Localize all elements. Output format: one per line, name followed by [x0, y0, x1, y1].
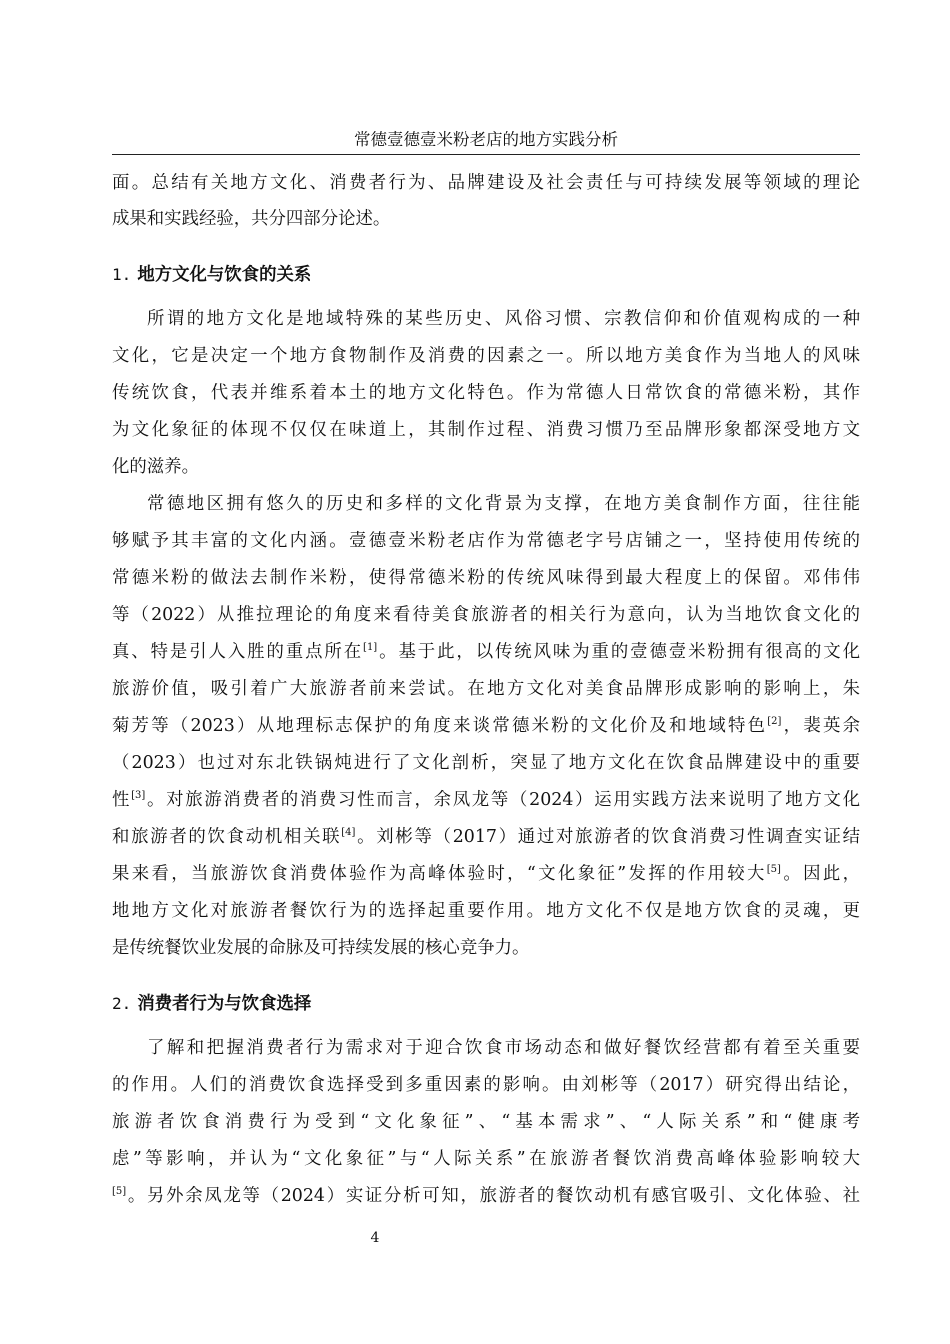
section-2-number: 2.	[112, 994, 132, 1013]
text-span: 。因此，	[780, 864, 860, 884]
s1-p2-line-13: 是传统餐饮业发展的命脉及可持续发展的核心竞争力。	[112, 938, 530, 958]
s1-p2-line-8: （2023）也过对东北铁锅炖进行了文化剖析，突显了地方文化在饮食品牌建设中的重要	[112, 753, 860, 773]
text-span: 。基于此，以传统风味为重的壹德壹米粉拥有很高的文化	[377, 642, 860, 662]
text-span: 和旅游者的饮食动机相关联	[112, 827, 342, 847]
s1-p2-line-9	[112, 785, 860, 815]
text-span: 性	[112, 790, 132, 810]
s2-line-1: 了解和把握消费者行为需求对于迎合饮食市场动态和做好餐饮经营都有着至关重要	[147, 1038, 860, 1058]
page-header-title: 常德壹德壹米粉老店的地方实践分析	[354, 130, 618, 149]
s1-p2-line-11	[112, 859, 860, 889]
section-1-number: 1.	[112, 265, 132, 284]
s2-line-4: 虑”等影响，并认为“文化象征”与“人际关系”在旅游者餐饮消费高峰体验影响较大	[112, 1149, 860, 1169]
section-1-title: 地方文化与饮食的关系	[137, 265, 312, 285]
intro-line-2: 成果和实践经验，共分四部分论述。	[112, 209, 391, 229]
s1-p2-line-7	[112, 711, 860, 741]
s1-p2-line-4: 等（2022）从推拉理论的角度来看待美食旅游者的相关行为意向，认为当地饮食文化的	[112, 605, 860, 625]
page-number: 4	[370, 1230, 380, 1246]
header-divider	[112, 154, 860, 155]
section-2-heading	[112, 989, 860, 1019]
text-span: 果来看，当旅游饮食消费体验作为高峰体验时，“文化象征”发挥的作用较大	[112, 864, 767, 884]
s1-p2-line-6: 旅游价值，吸引着广大旅游者前来尝试。在地方文化对美食品牌形成影响的影响上，朱	[112, 679, 860, 699]
citation-5: [5]	[112, 1186, 127, 1197]
text-span: ，裴英余	[781, 716, 860, 736]
text-span: 。刘彬等（2017）通过对旅游者的饮食消费习性调查实证结	[355, 827, 860, 847]
s1-p1-line-4: 为文化象征的体现不仅仅在味道上，其制作过程、消费习惯乃至品牌形象都深受地方文	[112, 420, 860, 440]
citation-2: [2]	[767, 716, 782, 727]
text-span: 。对旅游消费者的消费习性而言，余凤龙等（2024）运用实践方法来说明了地方文化	[145, 790, 860, 810]
citation-1: [1]	[363, 642, 378, 653]
s2-line-3: 旅游者饮食消费行为受到“文化象征”、“基本需求”、“人际关系”和“健康考	[112, 1112, 860, 1132]
citation-5: [5]	[766, 864, 781, 875]
s1-p1-line-5: 化的滋养。	[112, 457, 199, 477]
s1-p1-line-1: 所谓的地方文化是地域特殊的某些历史、风俗习惯、宗教信仰和价值观构成的一种	[147, 309, 860, 329]
s1-p2-line-12: 地地方文化对旅游者餐饮行为的选择起重要作用。地方文化不仅是地方饮食的灵魂，更	[112, 901, 860, 921]
text-span: 真、特是引人入胜的重点所在	[112, 642, 364, 662]
s1-p2-line-3: 常德米粉的做法去制作米粉，使得常德米粉的传统风味得到最大程度上的保留。邓伟伟	[112, 568, 860, 588]
section-1-heading	[112, 260, 860, 290]
citation-4: [4]	[341, 827, 356, 838]
s1-p2-line-2: 够赋予其丰富的文化内涵。壹德壹米粉老店作为常德老字号店铺之一，坚持使用传统的	[112, 531, 860, 551]
intro-line-1: 面。总结有关地方文化、消费者行为、品牌建设及社会责任与可持续发展等领域的理论	[112, 173, 860, 193]
s1-p2-line-1: 常德地区拥有悠久的历史和多样的文化背景为支撑，在地方美食制作方面，往往能	[147, 494, 860, 514]
s2-line-5	[112, 1181, 860, 1211]
text-span: 。另外余凤龙等（2024）实证分析可知，旅游者的餐饮动机有感官吸引、文化体验、社	[126, 1186, 860, 1206]
s1-p1-line-3: 传统饮食，代表并维系着本土的地方文化特色。作为常德人日常饮食的常德米粉，其作	[112, 383, 860, 403]
s1-p2-line-5	[112, 637, 860, 667]
s2-line-2: 的作用。人们的消费饮食选择受到多重因素的影响。由刘彬等（2017）研究得出结论，	[112, 1075, 860, 1095]
section-2-title: 消费者行为与饮食选择	[137, 994, 312, 1014]
citation-3: [3]	[131, 790, 146, 801]
text-span: 菊芳等（2023）从地理标志保护的角度来谈常德米粉的文化价及和地域特色	[112, 716, 768, 736]
s1-p2-line-10	[112, 822, 860, 852]
s1-p1-line-2: 文化，它是决定一个地方食物制作及消费的因素之一。所以地方美食作为当地人的风味	[112, 346, 860, 366]
